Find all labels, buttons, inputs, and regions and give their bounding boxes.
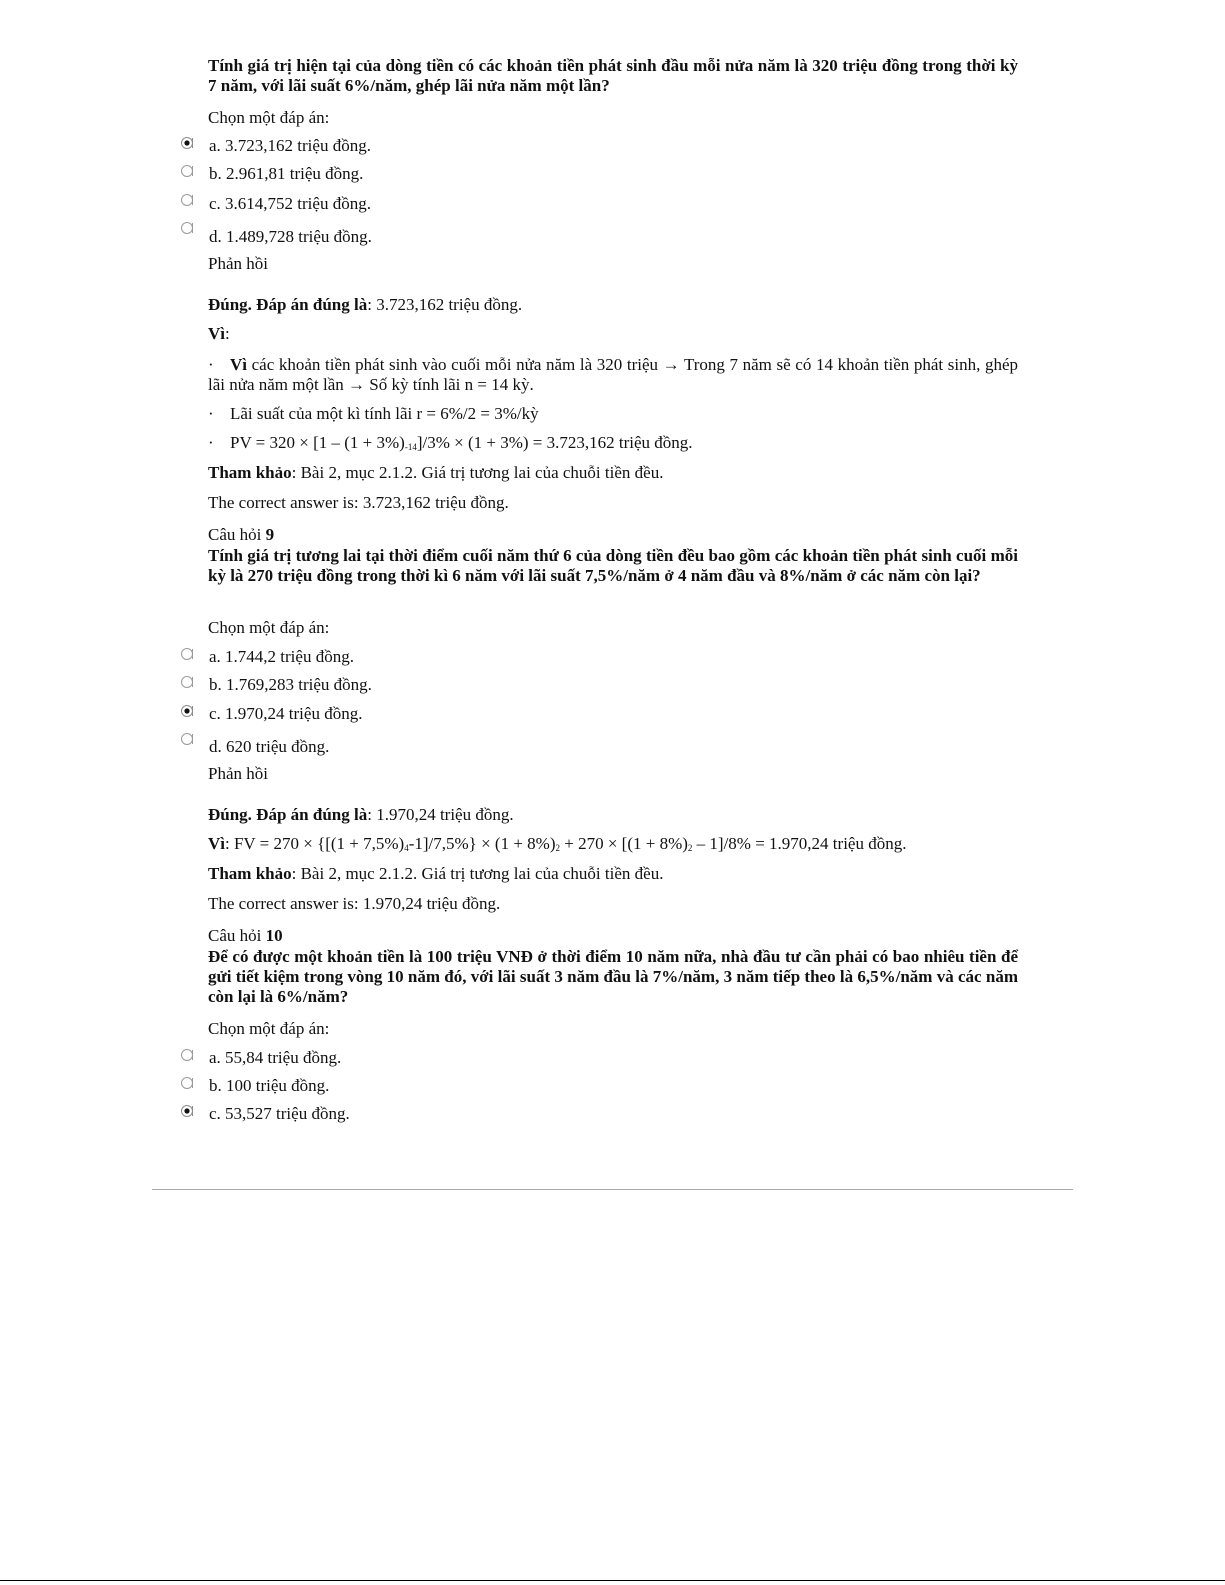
option-q10-a[interactable]: a. 55,84 triệu đồng. <box>209 1048 342 1067</box>
radio-q8-a[interactable] <box>180 136 194 150</box>
correct-answer-feedback-q8 <box>208 295 1018 315</box>
radio-unselected-icon <box>180 1048 194 1062</box>
correct-answer-value: 3.723,162 triệu đồng. <box>362 493 509 512</box>
reference-q8 <box>208 463 1018 483</box>
choose-answer-label: Chọn một đáp án: <box>208 618 330 637</box>
radio-selected-icon <box>180 704 194 718</box>
radio-selected-icon <box>180 136 194 150</box>
page-divider <box>152 1189 1073 1190</box>
radio-unselected-icon <box>180 675 194 689</box>
radio-unselected-icon <box>180 221 194 235</box>
pv-formula-exponent: -14 <box>404 442 417 452</box>
radio-q8-c[interactable] <box>180 193 194 207</box>
option-q8-c[interactable]: c. 3.614,752 triệu đồng. <box>209 194 371 213</box>
bullet-3-q8 <box>208 433 1018 457</box>
choose-answer-label: Chọn một đáp án: <box>208 1019 330 1038</box>
correct-answer-prefix: The correct answer is: <box>208 894 363 913</box>
bullet-1-bold: Vì <box>230 355 247 374</box>
correct-value: : 3.723,162 triệu đồng. <box>367 295 523 314</box>
reference-label: Tham khảo <box>208 463 292 482</box>
radio-q9-c[interactable] <box>180 704 194 718</box>
reference-text: : Bài 2, mục 2.1.2. Giá trị tương lai của chuỗi tiền đều. <box>291 864 664 883</box>
reference-label: Tham khảo <box>208 864 292 883</box>
fv-formula-c: + 270 × [(1 + 8%) <box>560 834 688 853</box>
question-8-text: Tính giá trị hiện tại của dòng tiền có các khoản tiền phát sinh đầu mỗi nửa năm là 320 triệu đồng trong thời kỳ 7 năm, với lãi suất 6%/năm, ghép lãi nửa năm một lần? <box>208 56 1018 95</box>
fv-exponent-2: 2 <box>555 843 560 853</box>
bullet-1-q8 <box>208 355 1018 395</box>
correct-answer-prefix: The correct answer is: <box>208 493 363 512</box>
radio-unselected-icon <box>180 193 194 207</box>
correct-answer-value: 1.970,24 triệu đồng. <box>362 894 501 913</box>
reference-q9 <box>208 864 1018 884</box>
question-9-header <box>208 525 1018 545</box>
correct-answer-feedback-q9 <box>208 805 1018 825</box>
option-q9-d[interactable]: d. 620 triệu đồng. <box>209 737 330 756</box>
radio-q10-a[interactable] <box>180 1048 194 1062</box>
radio-selected-icon <box>180 1104 194 1118</box>
pv-formula-a: PV = 320 × [1 – (1 + 3%) <box>230 433 405 452</box>
because-q8 <box>208 324 1018 344</box>
page-bottom-border <box>0 1580 1225 1581</box>
pv-formula-b: ]/3% × (1 + 3%) = 3.723,162 triệu đồng. <box>416 433 693 452</box>
feedback-label-q8: Phản hồi <box>208 254 268 273</box>
option-q8-a[interactable]: a. 3.723,162 triệu đồng. <box>209 136 371 155</box>
fv-formula-d: – 1]/8% = 1.970,24 triệu đồng. <box>692 834 907 853</box>
correct-prefix: Đúng. Đáp án đúng là <box>208 295 368 314</box>
fv-formula-b: -1]/7,5%} × (1 + 8%) <box>408 834 556 853</box>
because-label: Vì <box>208 324 225 343</box>
radio-unselected-icon <box>180 1076 194 1090</box>
radio-q9-b[interactable] <box>180 675 194 689</box>
question-10-header <box>208 926 1018 946</box>
option-q9-c[interactable]: c. 1.970,24 triệu đồng. <box>209 704 363 723</box>
fv-exponent-3: 2 <box>687 843 693 853</box>
fv-formula-q9 <box>208 834 1018 858</box>
radio-q9-a[interactable] <box>180 647 194 661</box>
radio-q8-d[interactable] <box>180 221 194 235</box>
question-label: Câu hỏi <box>208 926 266 945</box>
choose-answer-label: Chọn một đáp án: <box>208 108 330 127</box>
question-10-text: Để có được một khoản tiền là 100 triệu VNĐ ở thời điểm 10 năm nữa, nhà đầu tư cần phải có bao nhiêu tiền để gửi tiết kiệm trong vòng 10 năm đó, với lãi suất 3 năm đầu là 7%/năm, 3 năm tiếp theo là 6,5%/năm và các năm còn lại là 6%/năm? <box>208 947 1018 1006</box>
option-q10-c[interactable]: c. 53,527 triệu đồng. <box>209 1104 350 1123</box>
option-q10-b[interactable]: b. 100 triệu đồng. <box>209 1076 330 1095</box>
question-label: Câu hỏi <box>208 525 266 544</box>
radio-q8-b[interactable] <box>180 164 194 178</box>
feedback-label-q9: Phản hồi <box>208 764 268 783</box>
bullet-2-text: Lãi suất của một kì tính lãi r = 6%/2 = 3%/kỳ <box>230 404 539 423</box>
because-label: Vì <box>208 834 225 853</box>
radio-unselected-icon <box>180 164 194 178</box>
correct-answer-q8 <box>208 493 1018 513</box>
option-q8-d[interactable]: d. 1.489,728 triệu đồng. <box>209 227 372 246</box>
option-q9-a[interactable]: a. 1.744,2 triệu đồng. <box>209 647 354 666</box>
option-q9-b[interactable]: b. 1.769,283 triệu đồng. <box>209 675 372 694</box>
question-number: 9 <box>265 525 275 544</box>
option-q8-b[interactable]: b. 2.961,81 triệu đồng. <box>209 164 364 183</box>
reference-text: : Bài 2, mục 2.1.2. Giá trị tương lai của chuỗi tiền đều. <box>291 463 664 482</box>
bullet-dot-icon: · <box>208 433 214 452</box>
radio-q10-c[interactable] <box>180 1104 194 1118</box>
radio-unselected-icon <box>180 647 194 661</box>
radio-q10-b[interactable] <box>180 1076 194 1090</box>
fv-formula-a: : FV = 270 × {[(1 + 7,5%) <box>225 834 405 853</box>
bullet-2-q8 <box>208 404 1018 424</box>
correct-answer-q9 <box>208 894 1018 914</box>
question-number: 10 <box>265 926 283 945</box>
radio-q9-d[interactable] <box>180 732 194 746</box>
because-colon: : <box>225 324 230 343</box>
bullet-dot-icon: · <box>208 355 214 374</box>
radio-unselected-icon <box>180 732 194 746</box>
question-9-text: Tính giá trị tương lai tại thời điểm cuối năm thứ 6 của dòng tiền đều bao gồm các khoản tiền phát sinh cuối mỗi kỳ là 270 triệu đồng trong thời kì 6 năm với lãi suất 7,5%/năm ở 4 năm đầu và 8%/năm ở các năm còn lại? <box>208 546 1018 585</box>
bullet-dot-icon: · <box>208 404 214 423</box>
fv-exponent-1: 4 <box>404 843 409 853</box>
correct-prefix: Đúng. Đáp án đúng là <box>208 805 368 824</box>
bullet-1-text: các khoản tiền phát sinh vào cuối mỗi nửa năm là 320 triệu → Trong 7 năm sẽ có 14 khoản tiền phát sinh, ghép lãi nửa năm một lần → Số kỳ tính lãi n = 14 kỳ. <box>208 355 1018 394</box>
correct-value: : 1.970,24 triệu đồng. <box>367 805 514 824</box>
